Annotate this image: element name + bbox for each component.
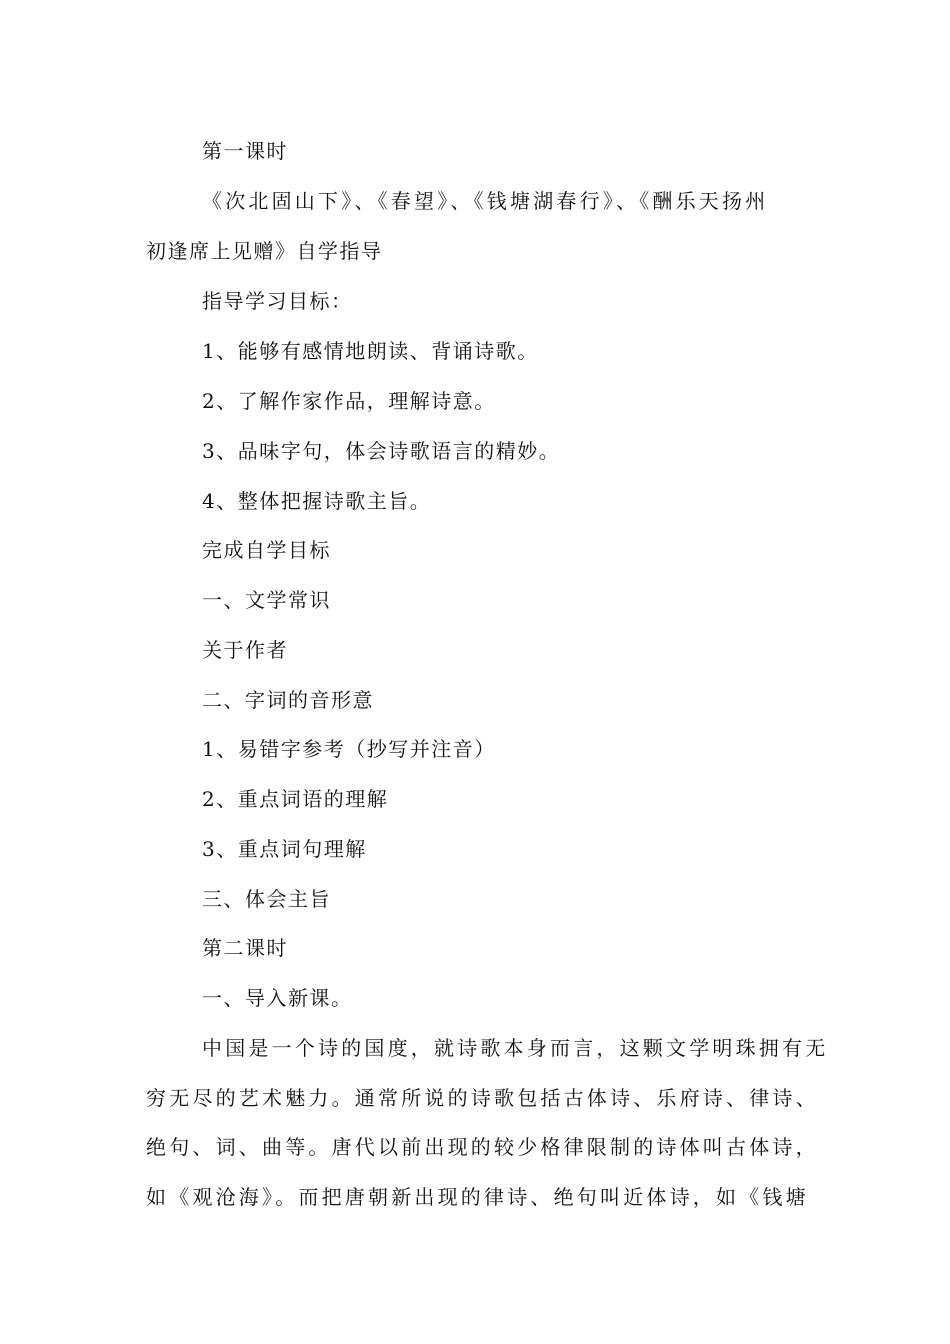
intro-heading: 一、导入新课。 <box>202 986 353 1010</box>
goal-item: 3、品味字句，体会诗歌语言的精妙。 <box>202 439 561 463</box>
lesson-two-heading: 第二课时 <box>202 936 288 960</box>
vocab-item: 3、重点词句理解 <box>202 837 367 861</box>
about-author: 关于作者 <box>202 638 288 662</box>
goal-item: 4、整体把握诗歌主旨。 <box>202 489 432 513</box>
goal-item: 2、了解作家作品，理解诗意。 <box>202 389 496 413</box>
section-theme: 三、体会主旨 <box>202 887 331 911</box>
paragraph-line: 中国是一个诗的国度，就诗歌本身而言，这颗文学明珠拥有无 <box>202 1036 829 1060</box>
poem-titles-line-2: 初逢席上见赠》自学指导 <box>146 239 383 263</box>
vocab-item: 2、重点词语的理解 <box>202 787 389 811</box>
poem-titles-line-1: 《次北固山下》、《春望》、《钱塘湖春行》、《酬乐天扬州 <box>202 189 769 213</box>
goals-heading: 指导学习目标： <box>202 289 353 313</box>
paragraph-line: 如《观沧海》。而把唐朝新出现的律诗、绝句叫近体诗，如《钱塘 <box>146 1185 809 1209</box>
goal-item: 1、能够有感情地朗读、背诵诗歌。 <box>202 339 539 363</box>
paragraph-line: 绝句、词、曲等。唐代以前出现的较少格律限制的诗体叫古体诗， <box>146 1135 819 1159</box>
section-literary-knowledge: 一、文学常识 <box>202 588 331 612</box>
section-vocabulary: 二、字词的音形意 <box>202 688 374 712</box>
paragraph-line: 穷无尽的艺术魅力。通常所说的诗歌包括古体诗、乐府诗、律诗、 <box>146 1086 819 1110</box>
lesson-one-heading: 第一课时 <box>202 139 288 163</box>
complete-goals-heading: 完成自学目标 <box>202 538 331 562</box>
vocab-item: 1、易错字参考（抄写并注音） <box>202 737 496 761</box>
